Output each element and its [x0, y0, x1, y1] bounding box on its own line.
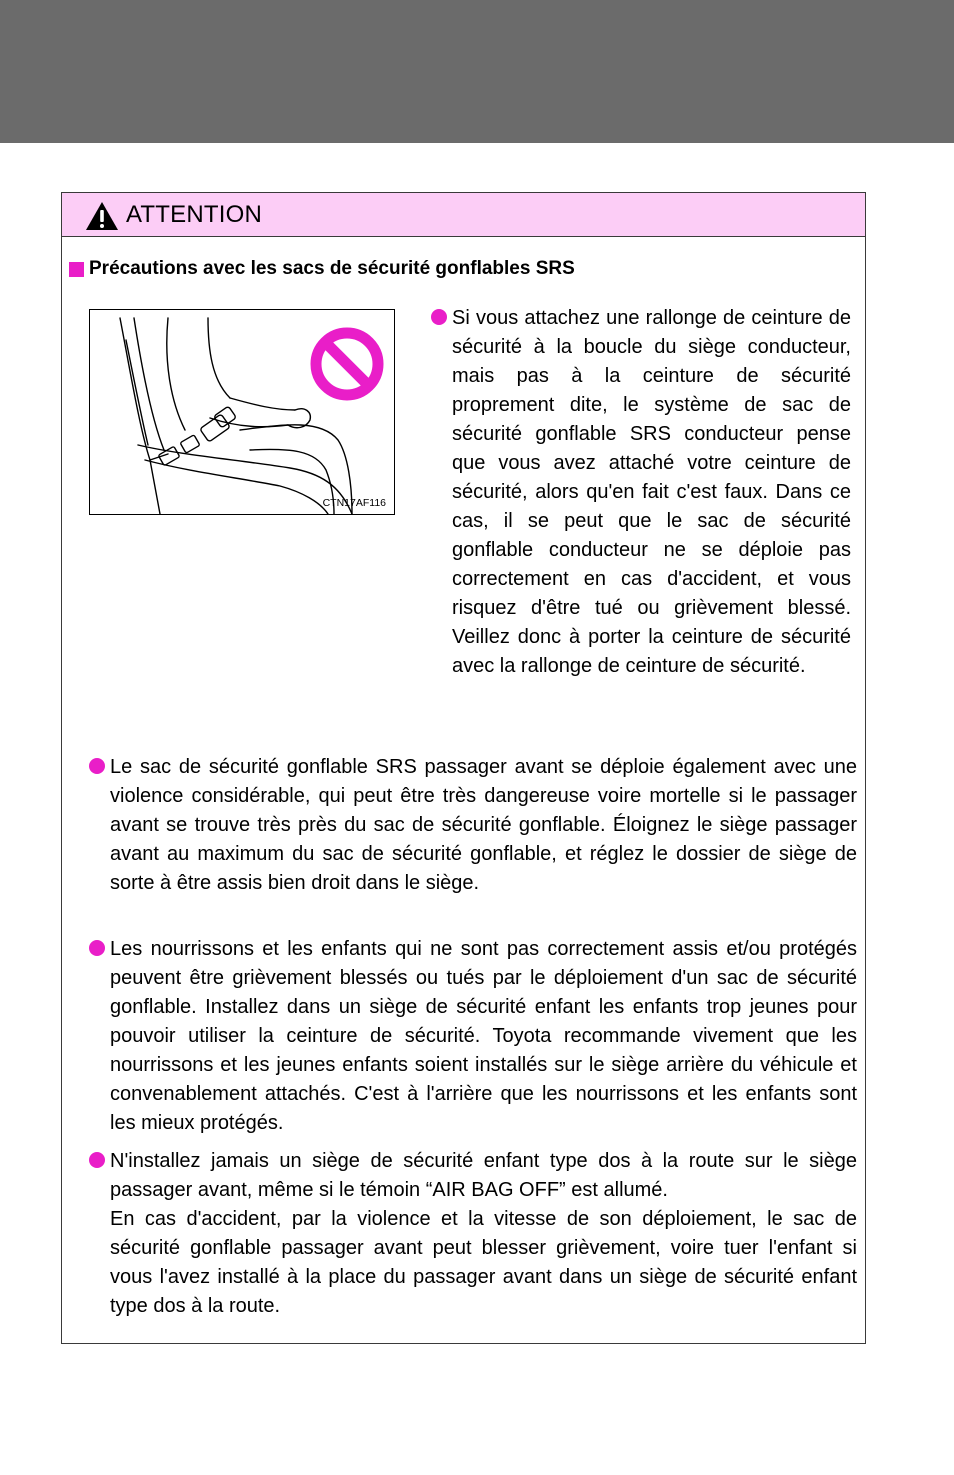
bullet-item-text: Les nourrissons et les enfants qui ne sont pas correctement assis et/ou protégés peuvent être grièvement blessés ou tués par le déploiement d'un sac de sécurité gonflable. Installez dans un siège de sécurité enfant les enfants trop jeunes pour pouvoir utiliser la ceinture de sécurité. Toyota recommande vivement que les nourrissons et les jeunes enfants soient installés sur le siège arrière du véhicule et convenablement attachés. C'est à l'arrière que les nourrissons et les enfants sont les mieux protégés.: [110, 938, 857, 1134]
warning-triangle-icon: [85, 201, 119, 231]
bullet-item-text: N'installez jamais un siège de sécurité enfant type dos à la route sur le siège passager avant, même si le témoin “AIR BAG OFF” est allumé.: [110, 1150, 857, 1201]
bullet-item-4: [89, 1147, 857, 1321]
warning-box: [61, 192, 866, 1344]
illustration-caption: CTN17AF116: [322, 497, 386, 509]
bullet-item-continuation: En cas d'accident, par la violence et la vitesse de son déploiement, le sac de sécurité gonflable passager avant peut blesser grièvement, voire tuer l'enfant si vous l'avez installé à la place du passager avant dans un siège de sécurité enfant type dos à la route.: [110, 1208, 857, 1317]
bullet-dot-icon: [89, 758, 105, 774]
warning-header: [62, 193, 865, 237]
seatbelt-illustration: [89, 309, 395, 515]
page-header-band: [0, 0, 954, 143]
bullet-item-text: Si vous attachez une rallonge de ceinture de sécurité à la boucle du siège conducteur, mais pas à la ceinture de sécurité proprement dite, le système de sac de sécurité gonflable SRS conducteur pense que vous avez attaché votre ceinture de sécurité, alors qu'en fait c'est faux. Dans ce cas, il se peut que le sac de sécurité gonflable conducteur ne se déploie pas correctement en cas d'accident, et vous risquez d'être tué ou grièvement blessé. Veillez donc à porter la ceinture de sécurité avec la rallonge de ceinture de sécurité.: [452, 307, 851, 677]
bullet-item-3: [89, 935, 857, 1138]
bullet-dot-icon: [89, 1152, 105, 1168]
bullet-item-text: Le sac de sécurité gonflable SRS passager avant se déploie également avec une violence considérable, qui peut être très dangereuse voire mortelle si le passager avant se trouve très près du sac de sécurité gonflable. Éloignez le siège passager avant au maximum du sac de sécurité gonflable, et réglez le dossier de siège de sorte à être assis bien droit dans le siège.: [110, 756, 857, 894]
bullet-item-1: [431, 304, 851, 681]
square-bullet-icon: [69, 262, 84, 277]
bullet-item-2: [89, 753, 857, 898]
section-title-text: Précautions avec les sacs de sécurité gonflables SRS: [89, 258, 575, 279]
warning-header-label: ATTENTION: [126, 201, 263, 228]
bullet-dot-icon: [89, 940, 105, 956]
bullet-dot-icon: [431, 309, 447, 325]
prohibition-icon: [309, 326, 385, 402]
